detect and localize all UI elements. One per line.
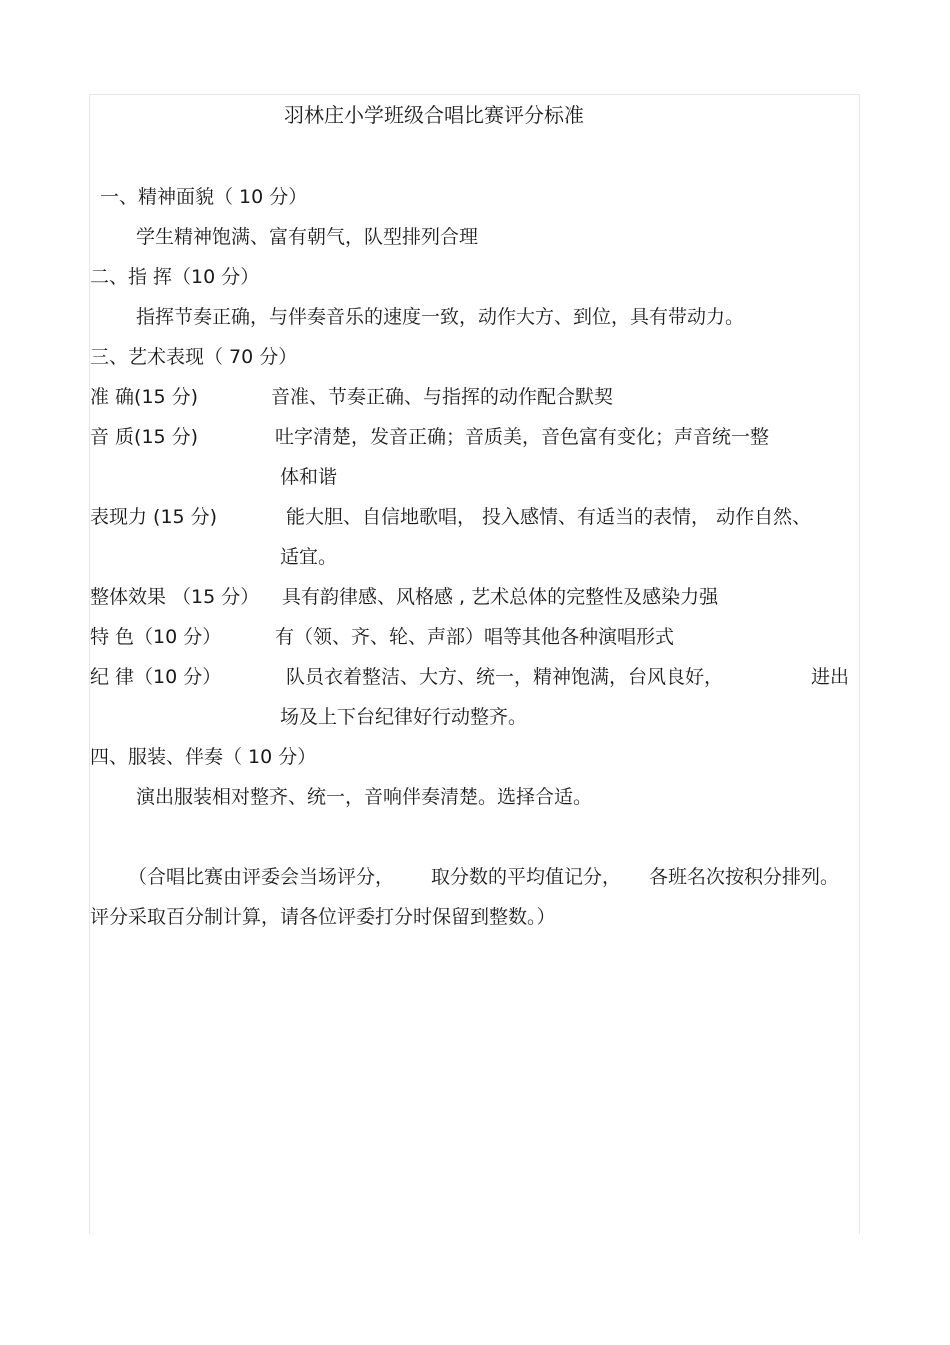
criterion-label-discipline: 纪 律（10 分）	[90, 666, 222, 688]
section-2-body: 指挥节奏正确，与伴奏音乐的速度一致，动作大方、到位，具有带动力。	[136, 306, 745, 328]
criterion-label-accuracy: 准 确(15 分)	[90, 386, 199, 408]
note-line-1b: 取分数的平均值记分，	[431, 866, 622, 888]
note-line-1c: 各班名次按积分排列。	[649, 866, 840, 888]
criterion-label-feature: 特 色（10 分）	[90, 626, 222, 648]
note-line-1a: （合唱比赛由评委会当场评分，	[128, 866, 395, 888]
section-1-body: 学生精神饱满、富有朝气，队型排列合理	[136, 226, 479, 248]
criterion-desc-discipline-cont: 场及上下台纪律好行动整齐。	[280, 706, 528, 728]
section-4-heading: 四、服装、伴奏（ 10 分）	[90, 746, 317, 768]
section-1-heading: 一、精神面貌（ 10 分）	[100, 186, 308, 208]
criterion-desc-tone-cont: 体和谐	[280, 466, 338, 488]
criterion-desc-feature: 有（领、齐、轮、声部）唱等其他各种演唱形式	[275, 626, 675, 648]
note-line-2: 评分采取百分制计算，请各位评委打分时保留到整数。）	[90, 906, 556, 928]
criterion-label-overall	[90, 585, 259, 609]
criterion-desc-expression: 能大胆、自信地歌唱， 投入感情、有适当的表情， 动作自然、	[286, 506, 812, 528]
criterion-desc-discipline-tail: 进出	[811, 666, 850, 688]
criterion-label-overall-text: 整体效果 （15 分）	[90, 586, 260, 608]
section-2-heading: 二、指 挥（10 分）	[90, 266, 260, 288]
criterion-desc-tone: 吐字清楚，发音正确；音质美，音色富有变化；声音统一整	[275, 426, 770, 448]
criterion-desc-accuracy: 音准、节奏正确、与指挥的动作配合默契	[271, 386, 614, 408]
criterion-desc-overall: 具有韵律感、风格感 , 艺术总体的完整性及感染力强	[282, 586, 719, 608]
document-title: 羽林庄小学班级合唱比赛评分标准	[284, 103, 584, 127]
criterion-label-expression: 表现力 (15 分)	[90, 506, 218, 528]
criterion-label-tone: 音 质(15 分)	[90, 426, 199, 448]
section-4-body: 演出服装相对整齐、统一，音响伴奏清楚。选择合适。	[136, 786, 593, 808]
criterion-desc-discipline: 队员衣着整洁、大方、统一，精神饱满，台风良好，	[286, 666, 724, 688]
criterion-desc-expression-cont: 适宜。	[280, 546, 338, 568]
section-3-heading: 三、艺术表现（ 70 分）	[90, 346, 298, 368]
